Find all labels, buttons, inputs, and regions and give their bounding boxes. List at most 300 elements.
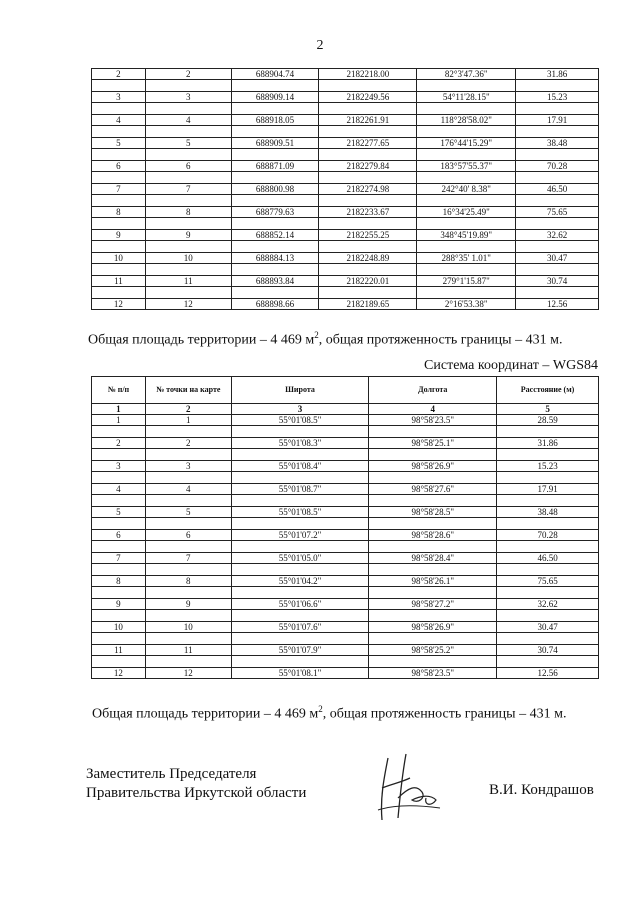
y-coordinate-cell: 2182261.91 [319, 115, 417, 126]
spacer-cell [145, 633, 231, 645]
spacer-cell [417, 126, 516, 138]
spacer-cell [231, 472, 369, 484]
spacer-cell [497, 541, 599, 553]
spacer-cell [417, 103, 516, 115]
handwritten-signature [370, 748, 450, 828]
spacer-cell [92, 587, 146, 599]
spacer-row [92, 449, 599, 461]
spacer-row [92, 218, 599, 230]
row-number-cell: 8 [92, 207, 146, 218]
y-coordinate-cell: 2182279.84 [319, 161, 417, 172]
x-coordinate-cell: 688871.09 [231, 161, 319, 172]
spacer-cell [516, 80, 599, 92]
table-row [92, 299, 599, 310]
x-coordinate-cell: 688898.66 [231, 299, 319, 310]
point-number-cell: 1 [145, 415, 231, 426]
spacer-cell [92, 426, 146, 438]
table-row [92, 438, 599, 449]
row-number-cell: 2 [92, 69, 146, 80]
table-row [92, 115, 599, 126]
spacer-cell [319, 264, 417, 276]
table-row [92, 576, 599, 587]
distance-cell: 31.86 [516, 69, 599, 80]
area-note: Общая площадь территории – 4 469 $м^2$, общая протяженность границы – 431 м. [88, 330, 563, 348]
point-number-cell: 9 [145, 599, 231, 610]
row-number-cell: 1 [92, 415, 146, 426]
y-coordinate-cell: 2182249.56 [319, 92, 417, 103]
spacer-cell [92, 472, 146, 484]
spacer-cell [516, 287, 599, 299]
row-number-cell: 9 [92, 599, 146, 610]
distance-cell: 75.65 [497, 576, 599, 587]
longitude-cell: 98°58'23.5" [369, 415, 497, 426]
latitude-cell: 55°01'04.2" [231, 576, 369, 587]
direction-angle-cell: 2°16'53.38" [417, 299, 516, 310]
spacer-cell [92, 564, 146, 576]
distance-cell: 30.47 [516, 253, 599, 264]
distance-cell: 28.59 [497, 415, 599, 426]
row-number-cell: 11 [92, 645, 146, 656]
spacer-cell [417, 241, 516, 253]
direction-angle-cell: 176°44'15.29" [417, 138, 516, 149]
distance-cell: 38.48 [497, 507, 599, 518]
y-coordinate-cell: 2182189.65 [319, 299, 417, 310]
table-row [92, 276, 599, 287]
spacer-row [92, 172, 599, 184]
spacer-cell [417, 149, 516, 161]
spacer-cell [417, 218, 516, 230]
y-coordinate-cell: 2182277.65 [319, 138, 417, 149]
distance-cell: 70.28 [497, 530, 599, 541]
spacer-cell [369, 564, 497, 576]
distance-cell: 12.56 [497, 668, 599, 679]
page-number: 2 [316, 38, 324, 53]
latitude-cell: 55°01'07.2" [231, 530, 369, 541]
row-number-cell: 12 [92, 668, 146, 679]
longitude-cell: 98°58'26.9" [369, 622, 497, 633]
spacer-cell [92, 287, 146, 299]
distance-cell: 75.65 [516, 207, 599, 218]
spacer-cell [145, 656, 231, 668]
point-number-cell: 11 [145, 645, 231, 656]
distance-cell: 30.74 [516, 276, 599, 287]
coordinates-table-wgs84 [91, 376, 599, 679]
x-coordinate-cell: 688800.98 [231, 184, 319, 195]
distance-cell: 12.56 [516, 299, 599, 310]
header-distance: Расстояние (м) [497, 377, 599, 404]
point-number-cell: 12 [145, 668, 231, 679]
latitude-cell: 55°01'08.1" [231, 668, 369, 679]
spacer-cell [369, 495, 497, 507]
spacer-cell [231, 449, 369, 461]
spacer-cell [417, 80, 516, 92]
spacer-cell [417, 264, 516, 276]
spacer-cell [92, 264, 146, 276]
spacer-cell [319, 103, 417, 115]
spacer-row [92, 656, 599, 668]
distance-cell: 15.23 [497, 461, 599, 472]
spacer-row [92, 564, 599, 576]
header-point: № точки на карте [145, 377, 231, 404]
row-number-cell: 5 [92, 138, 146, 149]
table-row [92, 461, 599, 472]
spacer-cell [516, 264, 599, 276]
row-number-cell: 10 [92, 253, 146, 264]
point-number-cell: 11 [145, 276, 231, 287]
spacer-cell [92, 633, 146, 645]
spacer-row [92, 195, 599, 207]
spacer-cell [516, 149, 599, 161]
direction-angle-cell: 82°3'47.36" [417, 69, 516, 80]
row-number-cell: 7 [92, 553, 146, 564]
spacer-cell [231, 610, 369, 622]
spacer-cell [231, 564, 369, 576]
spacer-cell [92, 656, 146, 668]
longitude-cell: 98°58'28.5" [369, 507, 497, 518]
table-row [92, 69, 599, 80]
header-n: № п/п [92, 377, 146, 404]
spacer-cell [231, 103, 319, 115]
x-coordinate-cell: 688904.74 [231, 69, 319, 80]
longitude-cell: 98°58'25.1" [369, 438, 497, 449]
spacer-cell [145, 587, 231, 599]
spacer-cell [417, 287, 516, 299]
longitude-cell: 98°58'26.1" [369, 576, 497, 587]
table-row [92, 484, 599, 495]
spacer-cell [231, 218, 319, 230]
spacer-cell [231, 495, 369, 507]
latitude-cell: 55°01'08.4" [231, 461, 369, 472]
spacer-cell [516, 103, 599, 115]
spacer-cell [92, 518, 146, 530]
row-number-cell: 4 [92, 115, 146, 126]
distance-cell: 15.23 [516, 92, 599, 103]
spacer-cell [516, 126, 599, 138]
spacer-cell [369, 633, 497, 645]
point-number-cell: 6 [145, 161, 231, 172]
header-latitude: Широта [231, 377, 369, 404]
spacer-cell [145, 172, 231, 184]
y-coordinate-cell: 2182220.01 [319, 276, 417, 287]
spacer-row [92, 287, 599, 299]
column-index-row [92, 404, 599, 415]
spacer-cell [497, 564, 599, 576]
spacer-cell [231, 656, 369, 668]
direction-angle-cell: 183°57'55.37" [417, 161, 516, 172]
point-number-cell: 7 [145, 553, 231, 564]
spacer-cell [231, 287, 319, 299]
spacer-cell [497, 495, 599, 507]
signatory-name: В.И. Кондрашов [489, 782, 594, 798]
point-number-cell: 5 [145, 507, 231, 518]
spacer-cell [92, 610, 146, 622]
table-row [92, 507, 599, 518]
spacer-row [92, 472, 599, 484]
y-coordinate-cell: 2182248.89 [319, 253, 417, 264]
row-number-cell: 4 [92, 484, 146, 495]
table-row [92, 415, 599, 426]
spacer-cell [92, 172, 146, 184]
spacer-cell [145, 103, 231, 115]
spacer-cell [369, 656, 497, 668]
y-coordinate-cell: 2182233.67 [319, 207, 417, 218]
spacer-cell [369, 541, 497, 553]
x-coordinate-cell: 688893.84 [231, 276, 319, 287]
table-row [92, 530, 599, 541]
spacer-cell [92, 449, 146, 461]
latitude-cell: 55°01'06.6" [231, 599, 369, 610]
spacer-cell [369, 449, 497, 461]
spacer-row [92, 495, 599, 507]
coordinates-table-local [91, 68, 599, 310]
point-number-cell: 4 [145, 484, 231, 495]
point-number-cell: 3 [145, 461, 231, 472]
longitude-cell: 98°58'26.9" [369, 461, 497, 472]
direction-angle-cell: 348°45'19.89" [417, 230, 516, 241]
distance-cell: 30.47 [497, 622, 599, 633]
row-number-cell: 6 [92, 161, 146, 172]
y-coordinate-cell: 2182274.98 [319, 184, 417, 195]
row-number-cell: 3 [92, 461, 146, 472]
spacer-cell [92, 149, 146, 161]
row-number-cell: 5 [92, 507, 146, 518]
spacer-cell [145, 80, 231, 92]
spacer-cell [231, 149, 319, 161]
table-row [92, 645, 599, 656]
spacer-cell [92, 195, 146, 207]
spacer-cell [319, 172, 417, 184]
row-number-cell: 7 [92, 184, 146, 195]
point-number-cell: 5 [145, 138, 231, 149]
point-number-cell: 10 [145, 253, 231, 264]
distance-cell: 30.74 [497, 645, 599, 656]
distance-cell: 17.91 [497, 484, 599, 495]
table-row [92, 622, 599, 633]
spacer-cell [145, 218, 231, 230]
spacer-row [92, 587, 599, 599]
latitude-cell: 55°01'08.5" [231, 415, 369, 426]
row-number-cell: 3 [92, 92, 146, 103]
spacer-cell [516, 172, 599, 184]
spacer-row [92, 126, 599, 138]
spacer-cell [497, 518, 599, 530]
spacer-cell [92, 103, 146, 115]
x-coordinate-cell: 688918.05 [231, 115, 319, 126]
spacer-cell [497, 656, 599, 668]
table-row [92, 599, 599, 610]
coordinate-system-label: Система координат – WGS84 [424, 358, 598, 373]
distance-cell: 46.50 [497, 553, 599, 564]
spacer-row [92, 103, 599, 115]
x-coordinate-cell: 688852.14 [231, 230, 319, 241]
distance-cell: 70.28 [516, 161, 599, 172]
row-number-cell: 11 [92, 276, 146, 287]
latitude-cell: 55°01'08.5" [231, 507, 369, 518]
point-number-cell: 2 [145, 438, 231, 449]
spacer-cell [417, 195, 516, 207]
direction-angle-cell: 16°34'25.49" [417, 207, 516, 218]
longitude-cell: 98°58'28.4" [369, 553, 497, 564]
spacer-cell [319, 218, 417, 230]
distance-cell: 17.91 [516, 115, 599, 126]
point-number-cell: 3 [145, 92, 231, 103]
spacer-cell [145, 287, 231, 299]
spacer-cell [231, 541, 369, 553]
direction-angle-cell: 118°28'58.02" [417, 115, 516, 126]
distance-cell: 31.86 [497, 438, 599, 449]
index-cell: 1 [92, 404, 146, 415]
spacer-row [92, 264, 599, 276]
point-number-cell: 8 [145, 576, 231, 587]
spacer-cell [231, 126, 319, 138]
table-row [92, 207, 599, 218]
direction-angle-cell: 242°40' 8.38" [417, 184, 516, 195]
spacer-cell [92, 241, 146, 253]
point-number-cell: 12 [145, 299, 231, 310]
spacer-cell [369, 472, 497, 484]
x-coordinate-cell: 688884.13 [231, 253, 319, 264]
spacer-cell [319, 287, 417, 299]
spacer-cell [497, 449, 599, 461]
point-number-cell: 6 [145, 530, 231, 541]
spacer-cell [369, 518, 497, 530]
row-number-cell: 2 [92, 438, 146, 449]
spacer-cell [145, 195, 231, 207]
spacer-cell [231, 241, 319, 253]
spacer-cell [369, 426, 497, 438]
direction-angle-cell: 288°35' 1.01" [417, 253, 516, 264]
spacer-cell [145, 264, 231, 276]
point-number-cell: 9 [145, 230, 231, 241]
distance-cell: 32.62 [516, 230, 599, 241]
spacer-row [92, 149, 599, 161]
signatory-title-line2: Правительства Иркутской области [86, 785, 307, 801]
spacer-cell [516, 218, 599, 230]
y-coordinate-cell: 2182255.25 [319, 230, 417, 241]
spacer-cell [231, 633, 369, 645]
table-row [92, 253, 599, 264]
table-row [92, 161, 599, 172]
row-number-cell: 9 [92, 230, 146, 241]
spacer-cell [497, 610, 599, 622]
spacer-cell [319, 80, 417, 92]
spacer-cell [145, 449, 231, 461]
spacer-row [92, 633, 599, 645]
spacer-cell [231, 587, 369, 599]
x-coordinate-cell: 688779.63 [231, 207, 319, 218]
longitude-cell: 98°58'27.2" [369, 599, 497, 610]
table-row [92, 230, 599, 241]
spacer-row [92, 80, 599, 92]
spacer-cell [145, 426, 231, 438]
longitude-cell: 98°58'23.5" [369, 668, 497, 679]
direction-angle-cell: 279°1'15.87" [417, 276, 516, 287]
row-number-cell: 8 [92, 576, 146, 587]
spacer-cell [145, 518, 231, 530]
latitude-cell: 55°01'08.7" [231, 484, 369, 495]
table-header-row [92, 377, 599, 404]
spacer-cell [231, 518, 369, 530]
spacer-cell [231, 195, 319, 207]
spacer-cell [145, 564, 231, 576]
spacer-cell [497, 472, 599, 484]
spacer-cell [369, 610, 497, 622]
row-number-cell: 10 [92, 622, 146, 633]
index-cell: 5 [497, 404, 599, 415]
direction-angle-cell: 54°11'28.15" [417, 92, 516, 103]
spacer-row [92, 426, 599, 438]
longitude-cell: 98°58'27.6" [369, 484, 497, 495]
signatory-title-line1: Заместитель Председателя [86, 766, 257, 782]
spacer-cell [145, 241, 231, 253]
spacer-cell [497, 587, 599, 599]
spacer-cell [319, 195, 417, 207]
spacer-cell [231, 426, 369, 438]
point-number-cell: 10 [145, 622, 231, 633]
y-coordinate-cell: 2182218.00 [319, 69, 417, 80]
index-cell: 2 [145, 404, 231, 415]
spacer-cell [92, 126, 146, 138]
latitude-cell: 55°01'07.9" [231, 645, 369, 656]
table-row [92, 92, 599, 103]
spacer-cell [231, 172, 319, 184]
longitude-cell: 98°58'28.6" [369, 530, 497, 541]
spacer-row [92, 610, 599, 622]
table-row [92, 138, 599, 149]
latitude-cell: 55°01'08.3" [231, 438, 369, 449]
spacer-cell [145, 126, 231, 138]
header-longitude: Долгота [369, 377, 497, 404]
x-coordinate-cell: 688909.51 [231, 138, 319, 149]
spacer-cell [145, 495, 231, 507]
index-cell: 3 [231, 404, 369, 415]
spacer-cell [92, 80, 146, 92]
spacer-cell [92, 495, 146, 507]
spacer-cell [231, 264, 319, 276]
spacer-row [92, 518, 599, 530]
point-number-cell: 7 [145, 184, 231, 195]
point-number-cell: 8 [145, 207, 231, 218]
area-note-wgs84: Общая площадь территории – 4 469 $м^2$, общая протяженность границы – 431 м. [92, 704, 567, 722]
distance-cell: 46.50 [516, 184, 599, 195]
latitude-cell: 55°01'05.0" [231, 553, 369, 564]
row-number-cell: 12 [92, 299, 146, 310]
spacer-cell [231, 80, 319, 92]
spacer-cell [319, 126, 417, 138]
spacer-cell [145, 472, 231, 484]
table-row [92, 553, 599, 564]
table-row [92, 668, 599, 679]
spacer-cell [319, 149, 417, 161]
point-number-cell: 4 [145, 115, 231, 126]
spacer-cell [92, 541, 146, 553]
latitude-cell: 55°01'07.6" [231, 622, 369, 633]
spacer-cell [497, 426, 599, 438]
spacer-cell [369, 587, 497, 599]
spacer-cell [497, 633, 599, 645]
spacer-cell [145, 149, 231, 161]
x-coordinate-cell: 688909.14 [231, 92, 319, 103]
distance-cell: 32.62 [497, 599, 599, 610]
distance-cell: 38.48 [516, 138, 599, 149]
spacer-cell [145, 610, 231, 622]
index-cell: 4 [369, 404, 497, 415]
spacer-cell [516, 195, 599, 207]
row-number-cell: 6 [92, 530, 146, 541]
signatory-title [86, 765, 306, 803]
spacer-cell [516, 241, 599, 253]
spacer-cell [145, 541, 231, 553]
